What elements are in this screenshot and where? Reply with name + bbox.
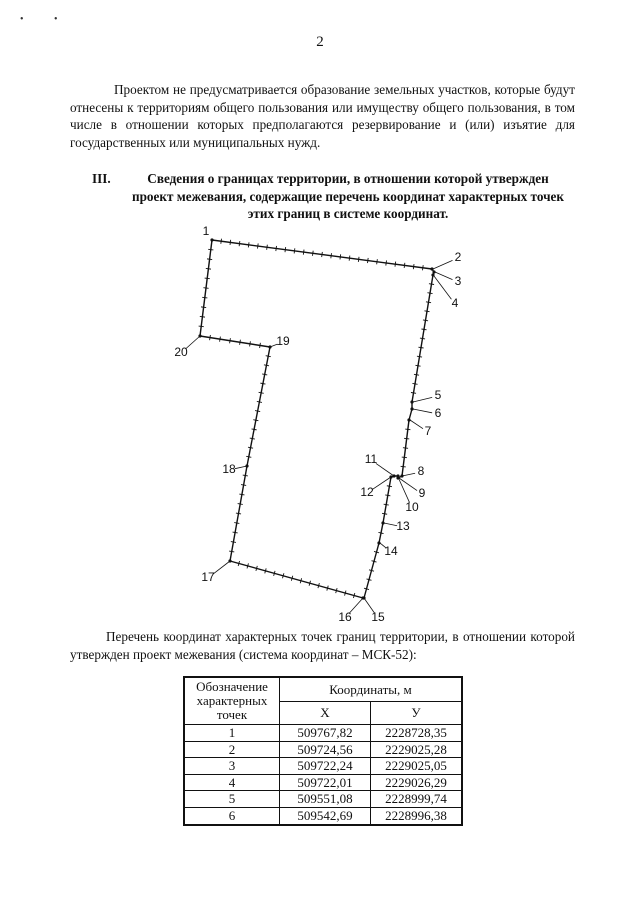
boundary-tick xyxy=(413,264,414,269)
boundary-tick xyxy=(248,447,253,448)
boundary-tick xyxy=(384,504,389,505)
label-leader xyxy=(376,463,394,476)
boundary-tick xyxy=(203,288,208,289)
boundary-tick xyxy=(206,268,211,269)
boundary-tick xyxy=(414,374,419,375)
boundary-tick xyxy=(429,284,434,285)
section-title: Сведения о границах территории, в отношении которой утвержден проект межевания, содержащие перечень координат характерных точек этих границ в системе координат. xyxy=(131,171,564,222)
point-label: 9 xyxy=(418,486,426,501)
boundary-tick xyxy=(221,239,222,244)
label-leaders xyxy=(185,260,452,613)
boundary-tick xyxy=(285,247,286,252)
boundary-tick xyxy=(210,335,211,340)
cell-x: 509551,08 xyxy=(280,791,371,808)
point-label: 13 xyxy=(396,519,410,534)
boundary-tick xyxy=(385,495,390,496)
paragraph-no-public-land: Проектом не предусматривается образование земельных участков, которые будут отнесены к территориям общего пользования или имуществу общего пользования, в том числе в отношении которых предполагаются резервирование и (или) изъятие для государственных или муниципальных нужд. xyxy=(70,82,575,150)
header-y: У xyxy=(371,701,463,724)
cell-x: 509542,69 xyxy=(280,807,371,824)
boundary-ticks xyxy=(198,238,435,599)
label-leader xyxy=(372,477,391,490)
boundary-tick xyxy=(239,494,244,495)
label-leader xyxy=(433,260,453,269)
boundary-tick xyxy=(202,297,207,298)
cell-x: 509724,56 xyxy=(280,741,371,758)
boundary-tick xyxy=(418,347,423,348)
boundary-tick xyxy=(367,258,368,263)
boundary-tick xyxy=(340,254,341,259)
boundary-tick xyxy=(250,438,255,439)
table-row xyxy=(184,741,462,758)
cell-point: 5 xyxy=(184,791,280,808)
boundary-tick xyxy=(421,329,426,330)
boundary-tick xyxy=(207,259,212,260)
boundary-tick xyxy=(322,252,323,257)
boundary-tick xyxy=(239,241,240,246)
boundary-tick xyxy=(427,293,432,294)
header-x: X xyxy=(280,701,371,724)
boundary-tick xyxy=(208,249,213,250)
boundary-tick xyxy=(238,504,243,505)
boundary-tick xyxy=(415,365,420,366)
point-label: 5 xyxy=(434,388,442,403)
label-leader xyxy=(402,473,415,476)
boundary-tick xyxy=(230,240,231,245)
boundary-tick xyxy=(404,263,405,268)
boundary-segment xyxy=(200,336,270,347)
page-number: 2 xyxy=(316,34,324,50)
boundary-segment xyxy=(247,347,270,466)
point-label: 6 xyxy=(434,406,442,421)
point-label: 17 xyxy=(201,570,215,585)
boundary-tick xyxy=(262,374,267,375)
label-leader xyxy=(213,561,230,574)
header-point: Обозначение характерных точек xyxy=(184,677,280,725)
boundary-tick xyxy=(250,341,251,346)
boundary-tick xyxy=(241,485,246,486)
label-leader xyxy=(434,276,451,299)
point-label: 19 xyxy=(276,334,290,349)
point-label: 8 xyxy=(417,464,425,479)
point-label: 1 xyxy=(202,224,210,239)
table-row xyxy=(184,774,462,791)
boundary-tick xyxy=(259,392,264,393)
boundary-tick xyxy=(234,523,239,524)
paragraph-coords-intro: Перечень координат характерных точек границ территории, в отношении которой утвержден проект межевания (система координат – МСК-52): xyxy=(70,629,575,662)
point-labels xyxy=(174,224,461,624)
label-leader xyxy=(410,420,423,429)
label-leader xyxy=(235,466,247,469)
point-label: 3 xyxy=(454,274,462,289)
point-label: 7 xyxy=(424,424,432,439)
point-label: 10 xyxy=(405,500,419,515)
boundary-tick xyxy=(395,262,396,267)
boundary-tick xyxy=(243,475,248,476)
boundary-segment xyxy=(409,409,412,420)
boundary-tick xyxy=(220,337,221,342)
header-coordinates: Координаты, м xyxy=(280,677,463,701)
label-leader xyxy=(384,523,397,526)
label-leader xyxy=(413,397,432,402)
table-row xyxy=(184,725,462,742)
boundary-tick xyxy=(199,326,204,327)
boundary-tick xyxy=(358,257,359,262)
cell-x: 509767,82 xyxy=(280,725,371,742)
cell-y: 2229026,29 xyxy=(371,774,463,791)
point-label: 20 xyxy=(174,345,188,360)
point-label: 4 xyxy=(451,296,459,311)
cell-point: 4 xyxy=(184,774,280,791)
point-label: 12 xyxy=(360,485,374,500)
label-leader xyxy=(413,409,432,413)
boundary-tick xyxy=(257,401,262,402)
boundary-tick xyxy=(233,532,238,533)
boundary-tick xyxy=(200,316,205,317)
boundary-lines xyxy=(200,240,434,598)
boundary-tick xyxy=(382,513,387,514)
boundary-tick xyxy=(201,307,206,308)
boundary-tick xyxy=(229,551,234,552)
boundary-tick xyxy=(331,253,332,258)
boundary-tick xyxy=(417,356,422,357)
scan-marks: • • xyxy=(20,14,72,25)
cell-point: 6 xyxy=(184,807,280,824)
coordinates-table xyxy=(183,676,463,826)
boundary-tick xyxy=(312,251,313,256)
cell-y: 2229025,05 xyxy=(371,758,463,775)
boundary-tick xyxy=(248,242,249,247)
boundary-tick xyxy=(423,320,428,321)
boundary-tick xyxy=(303,250,304,255)
vertex-marker xyxy=(210,238,213,241)
boundary-tick xyxy=(231,542,236,543)
section-number: III. xyxy=(92,171,111,186)
cell-point: 2 xyxy=(184,741,280,758)
boundary-segment xyxy=(383,477,391,523)
boundary-tick xyxy=(426,302,431,303)
table-row xyxy=(184,758,462,775)
point-label: 2 xyxy=(454,250,462,265)
boundary-tick xyxy=(420,338,425,339)
boundary-tick xyxy=(403,448,408,449)
cell-y: 2229025,28 xyxy=(371,741,463,758)
boundary-tick xyxy=(252,429,257,430)
boundary-tick xyxy=(404,438,409,439)
table-row xyxy=(184,791,462,808)
boundary-tick xyxy=(257,243,258,248)
boundary-tick xyxy=(255,411,260,412)
boundary-tick xyxy=(205,278,210,279)
point-label: 16 xyxy=(338,610,352,625)
cell-point: 1 xyxy=(184,725,280,742)
boundary-tick xyxy=(246,456,251,457)
boundary-tick xyxy=(349,256,350,261)
boundary-tick xyxy=(236,513,241,514)
point-label: 18 xyxy=(222,462,236,477)
boundary-tick xyxy=(422,265,423,270)
point-label: 14 xyxy=(384,544,398,559)
boundary-tick xyxy=(294,248,295,253)
boundary-tick xyxy=(276,246,277,251)
boundary-tick xyxy=(412,383,417,384)
cell-point: 3 xyxy=(184,758,280,775)
cell-x: 509722,01 xyxy=(280,774,371,791)
boundary-tick xyxy=(424,311,429,312)
boundary-tick xyxy=(378,532,383,533)
boundary-tick xyxy=(260,383,265,384)
boundary-tick xyxy=(230,338,231,343)
point-label: 11 xyxy=(364,452,378,467)
boundary-tick xyxy=(266,356,271,357)
boundary-tick xyxy=(260,343,261,348)
boundary-tick xyxy=(387,486,392,487)
table-row xyxy=(184,807,462,824)
boundary-tick xyxy=(405,429,410,430)
boundary-tick xyxy=(377,259,378,264)
cell-y: 2228999,74 xyxy=(371,791,463,808)
label-leader xyxy=(435,272,452,280)
boundary-tick xyxy=(401,466,406,467)
boundary-tick xyxy=(253,420,258,421)
boundary-tick xyxy=(402,457,407,458)
boundary-tick xyxy=(267,245,268,250)
boundary-tick xyxy=(386,260,387,265)
boundary-tick xyxy=(411,393,416,394)
point-label: 15 xyxy=(371,610,385,625)
boundary-segment xyxy=(230,561,363,598)
boundary-tick xyxy=(264,365,269,366)
boundary-tick xyxy=(240,340,241,345)
cell-y: 2228728,35 xyxy=(371,725,463,742)
cell-x: 509722,24 xyxy=(280,758,371,775)
cell-y: 2228996,38 xyxy=(371,807,463,824)
